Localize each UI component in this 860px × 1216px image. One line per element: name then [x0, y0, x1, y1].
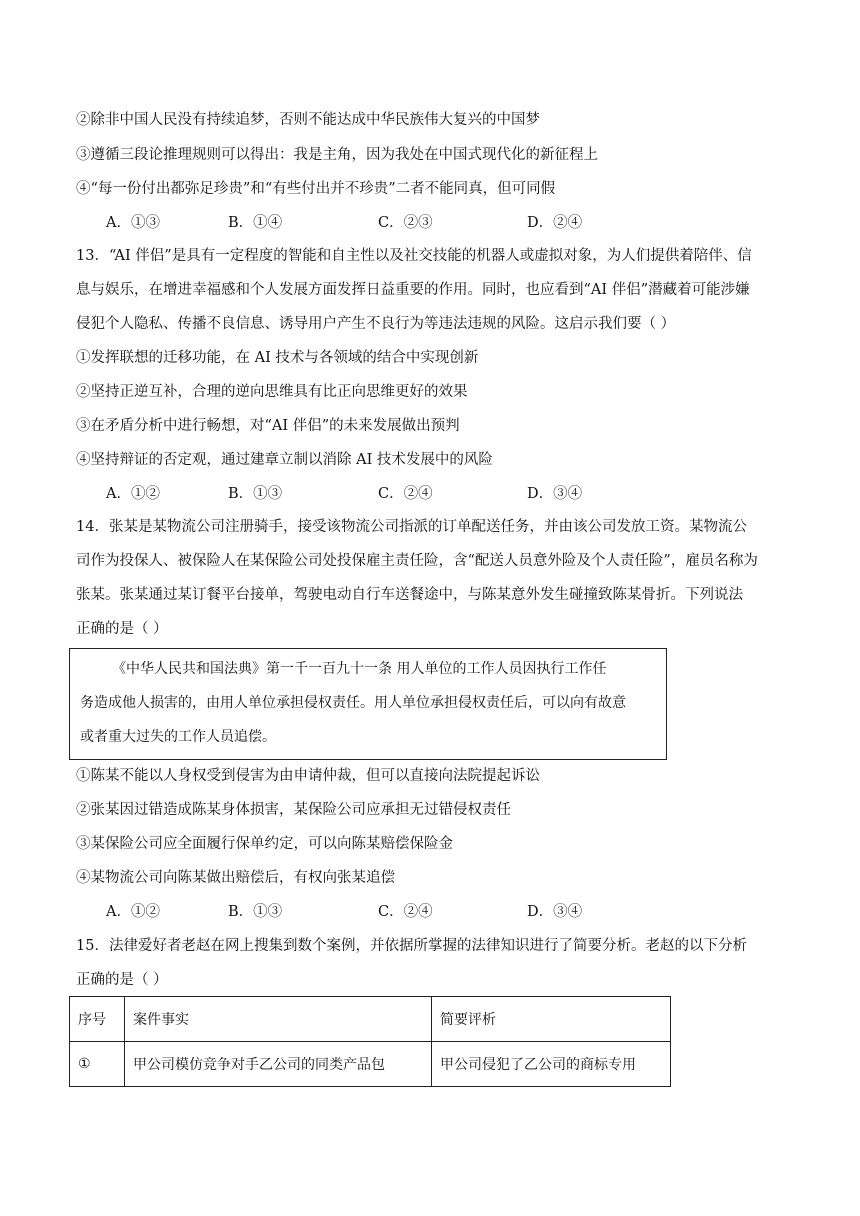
quote-line-1: 《中华人民共和国法典》第一千一百九十一条 用人单位的工作人员因执行工作任	[112, 661, 607, 677]
q14-stem-line-1: 14．张某是某物流公司注册骑手，接受该物流公司指派的订单配送任务，并由该公司发放工资。某物流公	[76, 519, 747, 535]
q14-stem-line-4: 正确的是（ ）	[76, 621, 168, 637]
q14-stem-line-3: 张某。张某通过某订餐平台接单，驾驶电动自行车送餐途中，与陈某意外发生碰撞致陈某骨折。下列说法	[76, 587, 743, 603]
q14-item-3: ③某保险公司应全面履行保单约定，可以向陈某赔偿保险金	[76, 836, 453, 852]
header-cell-facts: 案件事实	[125, 997, 432, 1042]
q12-option-a[interactable]: A．①③	[106, 215, 160, 231]
q13-option-b[interactable]: B．①③	[228, 486, 283, 502]
q12-option-c[interactable]: C．②③	[378, 215, 433, 231]
q13-stem-line-3: 侵犯个人隐私、传播不良信息、诱导用户产生不良行为等违法违规的风险。这启示我们要（ ）	[76, 316, 676, 332]
row-cell-facts: 甲公司模仿竞争对手乙公司的同类产品包	[125, 1042, 432, 1087]
q14-item-4: ④某物流公司向陈某做出赔偿后，有权向张某追偿	[76, 870, 395, 886]
q12-option-d[interactable]: D．②④	[527, 215, 583, 231]
q13-option-c[interactable]: C．②④	[378, 486, 433, 502]
q14-option-a[interactable]: A．①②	[106, 904, 160, 920]
quote-line-2: 务造成他人损害的，由用人单位承担侵权责任。用人单位承担侵权责任后，可以向有故意	[80, 695, 626, 711]
header-cell-analysis: 简要评析	[432, 997, 671, 1042]
q14-item-2: ②张某因过错造成陈某身体损害，某保险公司应承担无过错侵权责任	[76, 802, 511, 818]
q13-option-a[interactable]: A．①②	[106, 486, 160, 502]
q12-item-2: ②除非中国人民没有持续追梦，否则不能达成中华民族伟大复兴的中国梦	[76, 112, 540, 128]
q13-stem-line-2: 息与娱乐，在增进幸福感和个人发展方面发挥日益重要的作用。同时，也应看到“AI 伴侣”潜藏着可能涉嫌	[76, 282, 750, 298]
q15-stem-line-1: 15．法律爱好者老赵在网上搜集到数个案例，并依据所掌握的法律知识进行了简要分析。老赵的以下分析	[76, 938, 747, 954]
row-cell-analysis: 甲公司侵犯了乙公司的商标专用	[432, 1042, 671, 1087]
q14-option-b[interactable]: B．①③	[228, 904, 283, 920]
legal-quote-box	[69, 648, 667, 760]
q12-item-4: ④“每一份付出都弥足珍贵”和“有些付出并不珍贵”二者不能同真，但可同假	[76, 181, 556, 197]
q13-item-3: ③在矛盾分析中进行畅想，对“AI 伴侣”的未来发展做出预判	[76, 418, 460, 434]
q13-item-1: ①发挥联想的迁移功能，在 AI 技术与各领域的结合中实现创新	[76, 350, 479, 366]
q15-stem-line-2: 正确的是（ ）	[76, 972, 168, 988]
case-table	[69, 996, 671, 1087]
q12-item-3: ③遵循三段论推理规则可以得出：我是主角，因为我处在中国式现代化的新征程上	[76, 147, 598, 163]
q13-stem-line-1: 13．“AI 伴侣”是具有一定程度的智能和自主性以及社交技能的机器人或虚拟对象，为人们提供着陪伴、信	[76, 248, 752, 264]
row-cell-index: ①	[70, 1042, 125, 1087]
q14-option-c[interactable]: C．②④	[378, 904, 433, 920]
q14-stem-line-2: 司作为投保人、被保险人在某保险公司处投保雇主责任险，含“配送人员意外险及个人责任险”，雇员名称为	[76, 553, 758, 569]
q13-option-d[interactable]: D．③④	[527, 486, 583, 502]
q14-item-1: ①陈某不能以人身权受到侵害为由申请仲裁，但可以直接向法院提起诉讼	[76, 768, 540, 784]
q13-item-4: ④坚持辩证的否定观，通过建章立制以消除 AI 技术发展中的风险	[76, 452, 493, 468]
quote-line-3: 或者重大过失的工作人员追偿。	[80, 729, 276, 745]
q14-option-d[interactable]: D．③④	[527, 904, 583, 920]
table-row	[70, 1042, 671, 1087]
table-header-row	[70, 997, 671, 1042]
header-cell-index: 序号	[70, 997, 125, 1042]
q12-option-b[interactable]: B．①④	[228, 215, 283, 231]
q13-item-2: ②坚持正逆互补，合理的逆向思维具有比正向思维更好的效果	[76, 384, 468, 400]
